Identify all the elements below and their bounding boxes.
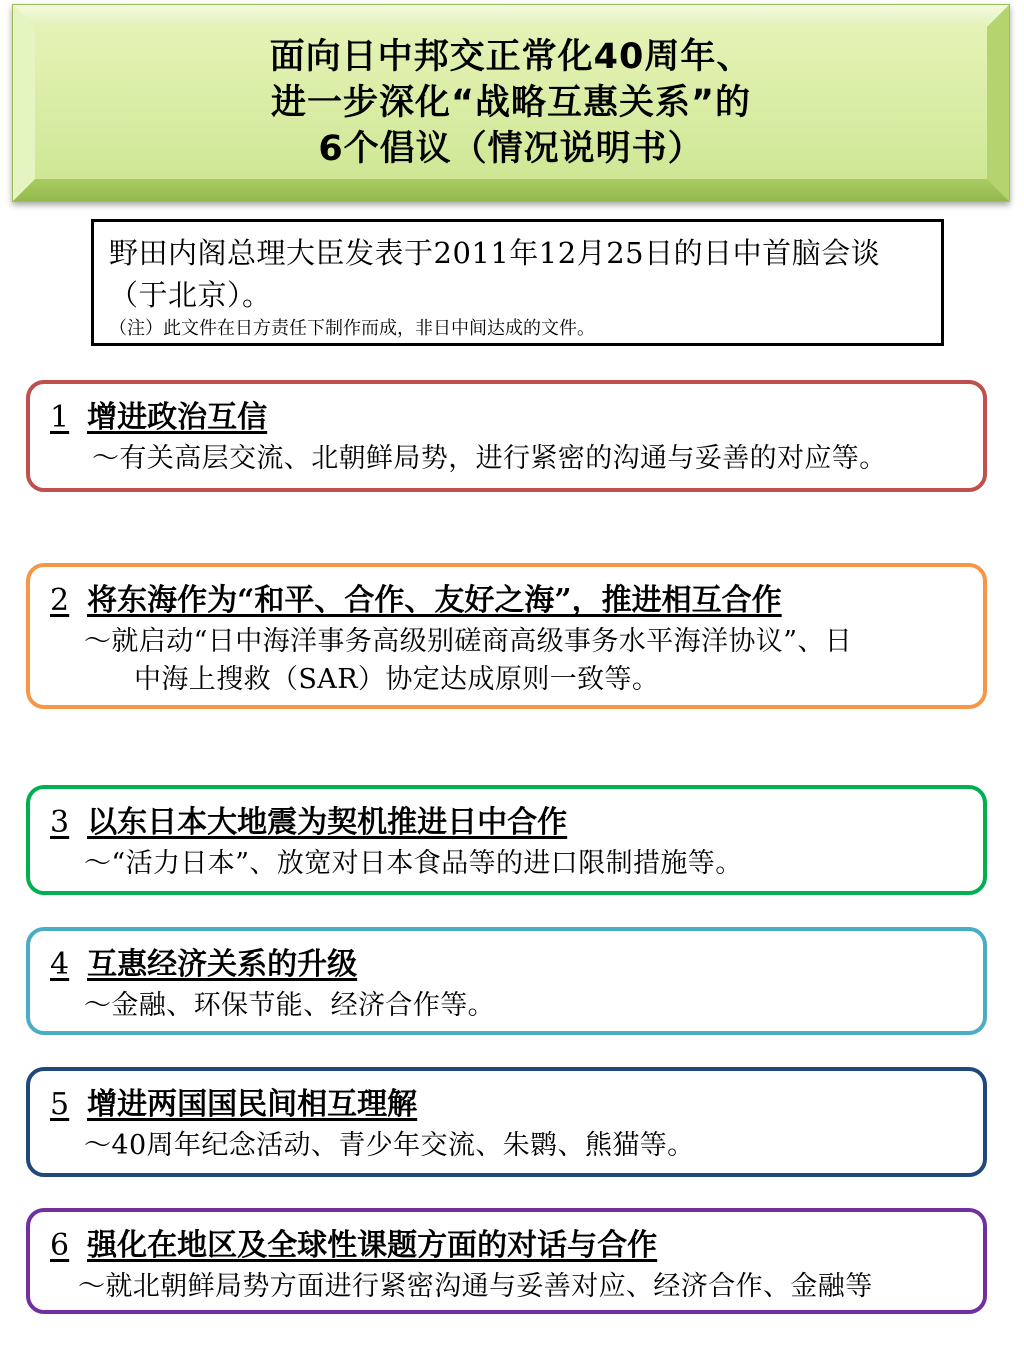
initiative-item-2 [26, 563, 987, 709]
initiative-item-5 [26, 1067, 987, 1177]
initiative-heading [50, 945, 965, 985]
initiative-item-4 [26, 927, 987, 1035]
bevel-bottom [13, 179, 1009, 201]
title-line-3: 6个倡议（情况说明书） [318, 129, 704, 169]
initiative-item-6 [26, 1208, 987, 1314]
initiative-number: 4 [50, 947, 70, 982]
initiative-body-line-1: ～就启动“日中海洋事务高级别磋商高级事务水平海洋协议”、日 [84, 626, 853, 657]
title-line-2: 进一步深化“战略互惠关系”的 [270, 83, 751, 123]
initiative-number: 2 [50, 583, 70, 618]
title-face [35, 27, 987, 179]
initiative-heading [50, 1226, 965, 1266]
initiative-body: ～“活力日本”、放宽对日本食品等的进口限制措施等。 [84, 848, 743, 879]
note-sub-text: （注）此文件在日方责任下制作而成，非日中间达成的文件。 [109, 318, 595, 339]
initiative-item-1 [26, 380, 987, 492]
bevel-top [13, 5, 1009, 27]
initiative-body-line-2: 中海上搜救（SAR）协定达成原则一致等。 [134, 664, 660, 695]
title-banner [12, 4, 1010, 202]
initiative-body: ～有关高层交流、北朝鲜局势，进行紧密的沟通与妥善的对应等。 [92, 443, 887, 474]
initiative-number: 1 [50, 400, 70, 435]
initiative-body [84, 623, 965, 699]
initiative-heading [50, 581, 965, 621]
initiative-heading [50, 803, 965, 843]
initiative-body: ～金融、环保节能、经济合作等。 [84, 990, 495, 1021]
initiative-number: 6 [50, 1228, 70, 1263]
title-line-1: 面向日中邦交正常化40周年、 [269, 37, 753, 77]
initiative-body: ～就北朝鲜局势方面进行紧密沟通与妥善对应、经济合作、金融等 [78, 1271, 873, 1302]
initiative-body: ～40周年纪念活动、青少年交流、朱鹮、熊猫等。 [84, 1130, 695, 1161]
initiative-number: 3 [50, 805, 70, 840]
initiative-heading [50, 1085, 965, 1125]
bevel-left [13, 5, 35, 201]
initiative-title: 强化在地区及全球性课题方面的对话与合作 [87, 1228, 658, 1263]
note-main-text: 野田内阁总理大臣发表于2011年12月25日的日中首脑会谈（于北京）。 [109, 236, 881, 312]
initiative-title: 增进两国国民间相互理解 [87, 1087, 418, 1122]
initiative-title: 增进政治互信 [87, 400, 268, 435]
initiative-title: 互惠经济关系的升级 [87, 947, 358, 982]
initiative-item-3 [26, 785, 987, 895]
initiative-heading [50, 398, 965, 438]
bevel-right [987, 5, 1009, 201]
initiative-title: 将东海作为“和平、合作、友好之海”，推进相互合作 [87, 583, 782, 618]
initiative-number: 5 [50, 1087, 70, 1122]
note-box [91, 219, 944, 346]
initiative-title: 以东日本大地震为契机推进日中合作 [87, 805, 568, 840]
